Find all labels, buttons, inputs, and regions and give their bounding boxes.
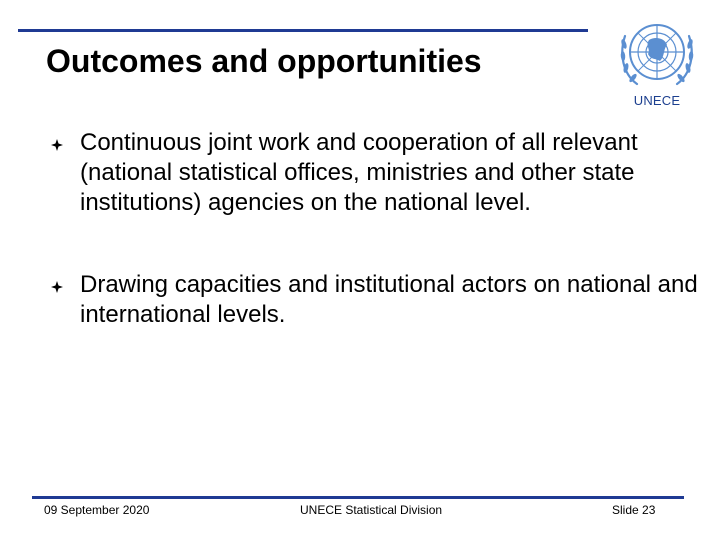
bullet-text: Drawing capacities and institutional actors on national and international levels. [80, 271, 698, 328]
bullet-list [50, 128, 700, 330]
diamond-bullet-icon [50, 138, 64, 152]
un-emblem-icon [615, 14, 699, 92]
bullet-item [50, 128, 700, 218]
footer-rule [32, 496, 684, 499]
slide-title: Outcomes and opportunities [46, 43, 482, 79]
bullet-text: Continuous joint work and cooperation of all relevant (national statistical offices, ministries and other state institutions) agencies on the national level. [80, 129, 638, 216]
unece-logo [608, 14, 706, 108]
header-rule [18, 29, 588, 32]
diamond-bullet-icon [50, 280, 64, 294]
logo-label: UNECE [633, 93, 681, 108]
footer-date: 09 September 2020 [44, 503, 150, 517]
slide-number: Slide 23 [612, 503, 656, 517]
bullet-item [50, 270, 700, 330]
footer-organization: UNECE Statistical Division [300, 503, 443, 517]
